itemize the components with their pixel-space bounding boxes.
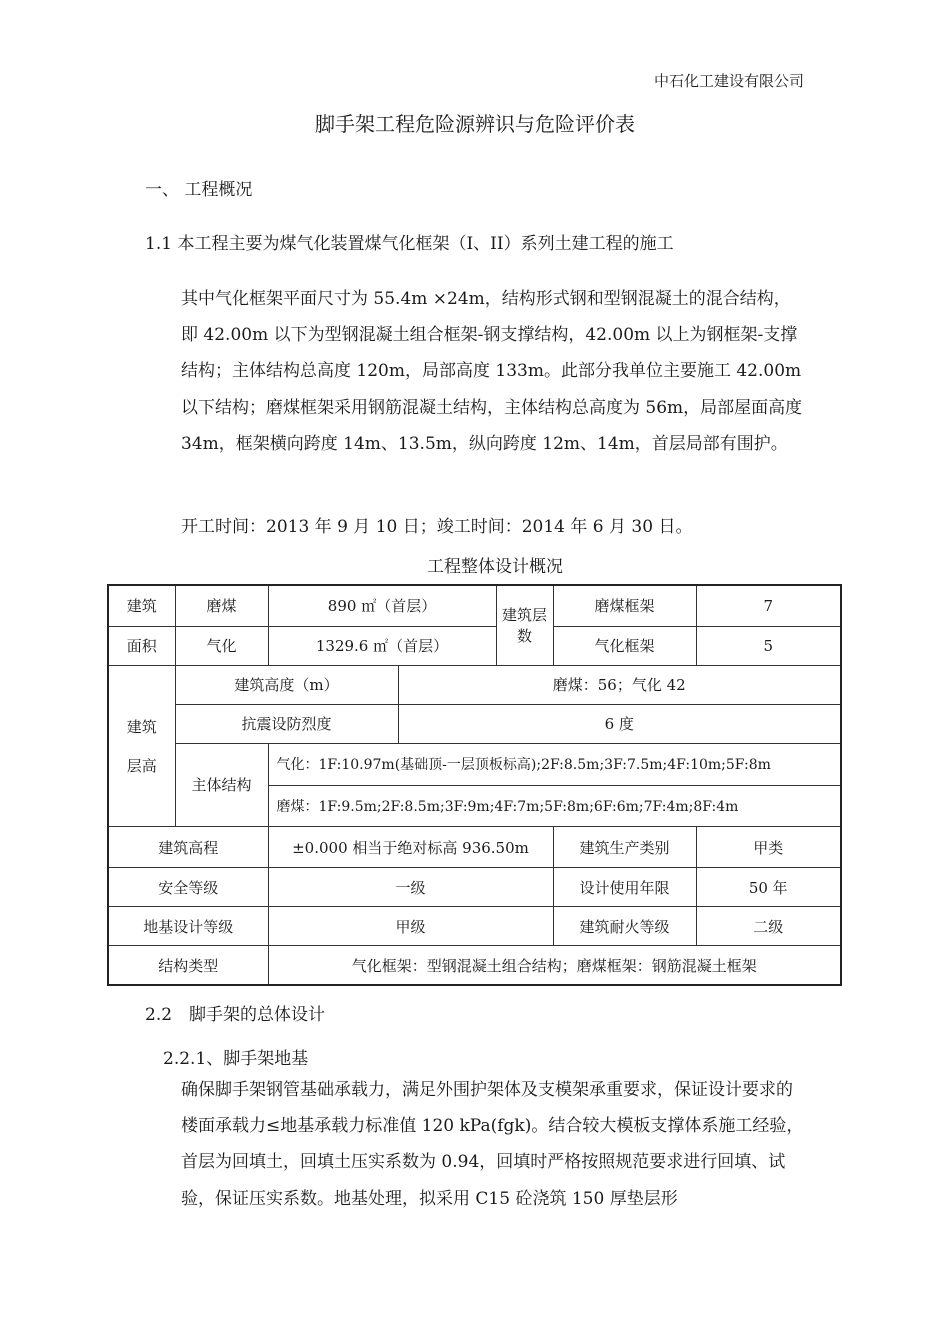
foundation-grade-label: 地基设计等级 (108, 907, 268, 946)
safety-grade-label: 安全等级 (108, 868, 268, 907)
table-row (108, 665, 841, 704)
structure-type-value: 气化框架：型钢混凝土组合结构；磨煤框架：钢筋混凝土框架 (268, 946, 841, 985)
section-heading-overview: 一、 工程概况 (145, 180, 253, 200)
area-qihua-label: 气化 (175, 626, 268, 665)
design-life-label: 设计使用年限 (553, 868, 696, 907)
seismic-value: 6 度 (398, 704, 841, 743)
floors-label: 建筑层数 (496, 585, 553, 665)
paragraph-schedule: 开工时间：2013 年 9 月 10 日；竣工时间：2014 年 6 月 30 日。 (181, 517, 693, 537)
section-heading-2-2-1: 2.2.1、脚手架地基 (163, 1049, 309, 1069)
main-structure-momei: 磨煤：1F:9.5m;2F:8.5m;3F:9m;4F:7m;5F:8m;6F:6m;7F:4m;8F:4m (268, 785, 841, 826)
structure-type-label: 结构类型 (108, 946, 268, 985)
production-category-value: 甲类 (696, 827, 841, 868)
frame-qihua-label: 气化框架 (553, 626, 696, 665)
area-label-top: 建筑 (108, 585, 175, 626)
design-overview-table (107, 584, 842, 986)
area-momei-label: 磨煤 (175, 585, 268, 626)
table-row (108, 907, 841, 946)
table-row (108, 946, 841, 985)
area-qihua-value: 1329.6 ㎡（首层） (268, 626, 496, 665)
table-row (108, 868, 841, 907)
table-caption: 工程整体设计概况 (427, 557, 563, 577)
safety-grade-value: 一级 (268, 868, 553, 907)
table-row (108, 743, 841, 785)
elevation-label: 建筑高程 (108, 827, 268, 868)
main-structure-qihua: 气化：1F:10.97m(基础顶-一层顶板标高);2F:8.5m;3F:7.5m;4F:10m;5F:8m (268, 743, 841, 785)
main-structure-label: 主体结构 (175, 743, 268, 826)
table-row (108, 626, 841, 665)
area-momei-value: 890 ㎡（首层） (268, 585, 496, 626)
document-title: 脚手架工程危险源辨识与危险评价表 (315, 112, 635, 136)
foundation-grade-value: 甲级 (268, 907, 553, 946)
production-category-label: 建筑生产类别 (553, 827, 696, 868)
floors-momei-value: 7 (696, 585, 841, 626)
section-heading-2-2: 2.2 脚手架的总体设计 (145, 1005, 326, 1025)
height-label (108, 665, 175, 826)
fire-resistance-label: 建筑耐火等级 (553, 907, 696, 946)
height-label-top: 建筑 (126, 717, 157, 736)
table-row (108, 827, 841, 868)
paragraph-structure-text: 其中气化框架平面尺寸为 55.4m ×24m，结构形式钢和型钢混凝土的混合结构，即 42.00m 以下为型钢混凝土组合框架-钢支撑结构，42.00m 以上为钢框架-支撑结构；主体结构总高度 120m，局部高度 133m。此部分我单位主要施工 42.00m 以下结构；磨煤框架采用钢筋混凝土结构，主体结构总高度为 56m，局部屋面高度 34m，框架横向跨度 14m、13.5m，纵向跨度 12m、14m，首层局部有围护。 (181, 289, 803, 454)
company-name: 中石化工建设有限公司 (653, 72, 804, 90)
fire-resistance-value: 二级 (696, 907, 841, 946)
paragraph-foundation (145, 1072, 805, 1217)
frame-momei-label: 磨煤框架 (553, 585, 696, 626)
design-life-value: 50 年 (696, 868, 841, 907)
table-row (108, 704, 841, 743)
table-row (108, 585, 841, 626)
floors-qihua-value: 5 (696, 626, 841, 665)
building-height-value: 磨煤：56；气化 42 (398, 665, 841, 704)
item-1-1: 1.1 本工程主要为煤气化装置煤气化框架（I、II）系列土建工程的施工 (145, 234, 674, 254)
height-label-bottom: 层高 (126, 756, 157, 775)
building-height-label: 建筑高度（m） (175, 665, 398, 704)
paragraph-foundation-text: 确保脚手架钢管基础承载力，满足外围护架体及支模架承重要求，保证设计要求的楼面承载力≤地基承载力标准值 120 kPa(fgk)。结合较大模板支撑体系施工经验，首层为回填土，回填土压实系数为 0.94，回填时严格按照规范要求进行回填、试验，保证压实系数。地基处理，拟采用 C15 砼浇筑 150 厚垫层形 (181, 1080, 804, 1209)
area-label-bottom: 面积 (108, 626, 175, 665)
seismic-label: 抗震设防烈度 (175, 704, 398, 743)
elevation-value: ±0.000 相当于绝对标高 936.50m (268, 827, 553, 868)
paragraph-structure (145, 281, 805, 462)
